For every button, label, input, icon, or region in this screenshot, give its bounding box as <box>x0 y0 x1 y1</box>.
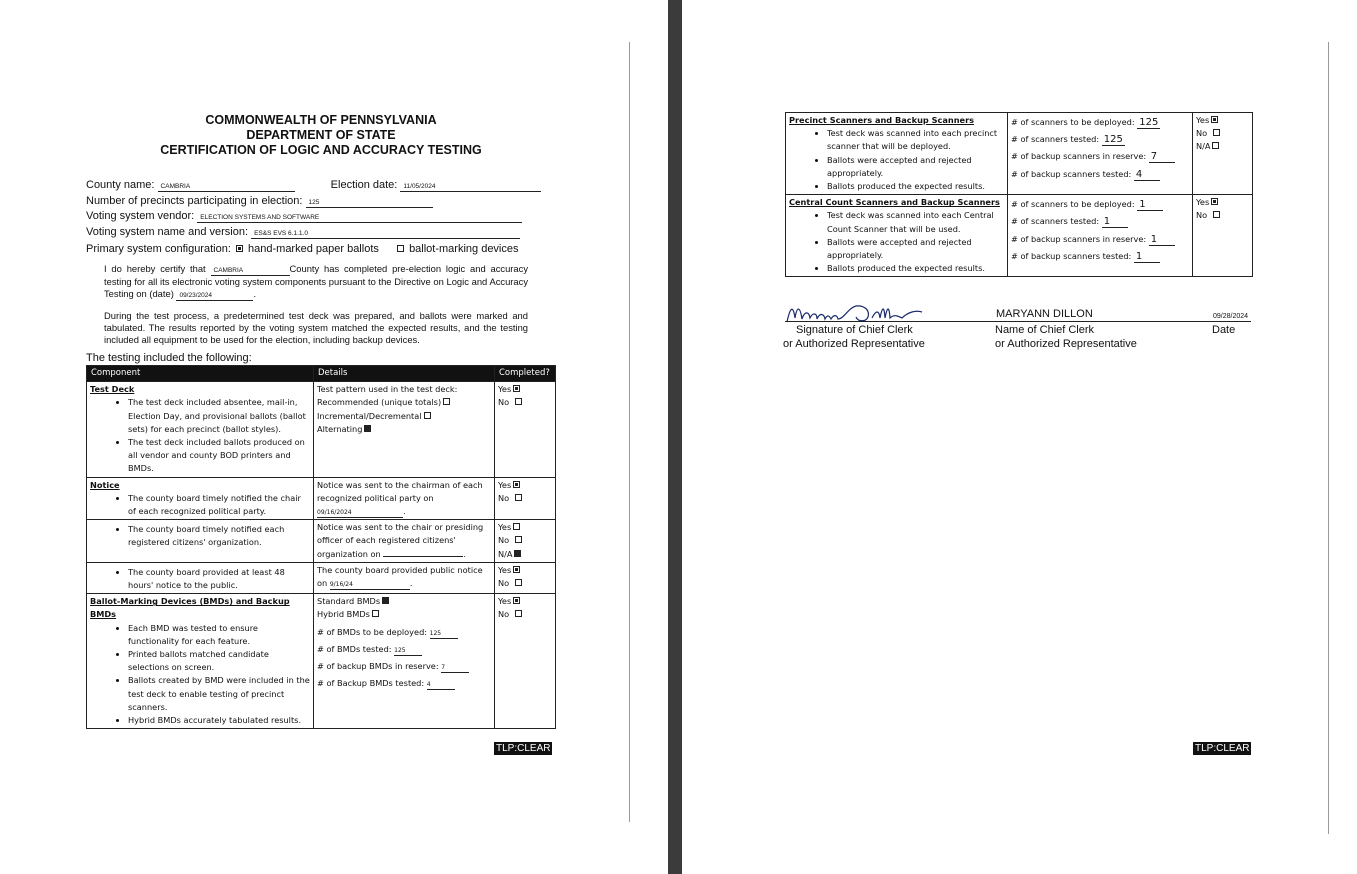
config-label: Primary system configuration: <box>86 243 231 255</box>
signature-line <box>785 321 1251 322</box>
form-title-line-2: DEPARTMENT OF STATE <box>246 128 396 142</box>
precinct-tested-value: 125 <box>1103 134 1123 146</box>
hand-marked-checkbox[interactable] <box>236 245 243 252</box>
name-label-1: Name of Chief Clerk <box>995 324 1095 336</box>
vendor-label: Voting system vendor: <box>86 210 195 222</box>
precincts-value: 125 <box>306 198 433 208</box>
page-edge-line <box>1328 42 1329 834</box>
standard-bmd-label: Standard BMDs <box>317 596 381 607</box>
central-yes-checkbox[interactable] <box>1211 198 1218 205</box>
table-row-central-scanners <box>786 195 1253 277</box>
bmd-reserve-value: 7 <box>441 664 469 673</box>
central-reserve-label: # of backup scanners in reserve: <box>1011 233 1147 244</box>
citizens-na-checkbox[interactable] <box>514 550 521 557</box>
no-label: No <box>1196 128 1208 139</box>
public-details: The county board provided public notice on <box>317 564 483 589</box>
precinct-no-checkbox[interactable] <box>1213 129 1220 136</box>
county-label: County name: <box>86 179 155 191</box>
test-pattern-label: Test pattern used in the test deck: <box>317 384 458 395</box>
list-item: • Test deck was scanned into each Central Count Scanner that will be used. <box>827 209 1004 235</box>
bmd-deployed-label: # of BMDs to be deployed: <box>317 626 428 637</box>
citizens-details: Notice was sent to the chair or presiding officer of each registered citizens' organization on <box>317 522 484 559</box>
public-yes-checkbox[interactable] <box>513 566 520 573</box>
precinct-backup-tested-value: 4 <box>1134 170 1160 181</box>
central-deployed-value: 1 <box>1137 200 1163 211</box>
central-no-checkbox[interactable] <box>1213 211 1220 218</box>
hand-marked-label: hand-marked paper ballots <box>248 243 379 255</box>
hybrid-bmd-label: Hybrid BMDs <box>317 609 370 620</box>
central-backup-tested-label: # of backup scanners tested: <box>1011 250 1132 261</box>
system-row <box>86 226 520 239</box>
list-item: • Hybrid BMDs accurately tabulated results. <box>128 714 310 727</box>
signature-label-2: or Authorized Representative <box>783 338 925 350</box>
no-label: No <box>498 609 510 620</box>
date-label: Date <box>1212 324 1236 336</box>
na-label: N/A <box>498 548 513 559</box>
no-label: No <box>498 578 510 589</box>
notice-date-value: 09/16/2024 <box>317 509 403 518</box>
alternating-checkbox[interactable] <box>364 425 371 432</box>
page-edge-line <box>629 42 630 822</box>
precincts-label: Number of precincts participating in election: <box>86 195 303 207</box>
county-row <box>86 179 541 192</box>
yes-label: Yes <box>498 564 512 575</box>
cert-text: I do hereby certify that <box>104 263 206 274</box>
central-deployed-label: # of scanners to be deployed: <box>1011 199 1135 210</box>
table-header-row <box>87 366 556 382</box>
yes-label: Yes <box>498 596 512 607</box>
bmd-backup-tested-label: # of Backup BMDs tested: <box>317 678 425 689</box>
bmd-title: Ballot-Marking Devices (BMDs) and Backup BMDs <box>90 596 290 620</box>
bmd-tested-value: 125 <box>394 647 422 656</box>
bmd-no-checkbox[interactable] <box>515 610 522 617</box>
testing-table <box>86 365 556 729</box>
table-row-test-deck <box>87 382 556 477</box>
notice-no-checkbox[interactable] <box>515 494 522 501</box>
bmd-checkbox[interactable] <box>397 245 404 252</box>
list-item: • Ballots were accepted and rejected appropriately. <box>827 236 1004 262</box>
yes-label: Yes <box>498 479 512 490</box>
citizens-date-blank <box>383 556 463 557</box>
standard-bmd-checkbox[interactable] <box>382 597 389 604</box>
test-deck-no-checkbox[interactable] <box>515 398 522 405</box>
yes-label: Yes <box>498 522 512 533</box>
testing-included-label: The testing included the following: <box>86 352 252 364</box>
list-item: • Test deck was scanned into each precinct scanner that will be deployed. <box>827 127 1004 153</box>
bmd-tested-label: # of BMDs tested: <box>317 643 392 654</box>
header-completed: Completed? <box>495 366 556 382</box>
form-title-line-1: COMMONWEALTH OF PENNSYLVANIA <box>205 113 437 127</box>
yes-label: Yes <box>1196 197 1210 208</box>
cert-text: County has completed pre-election logic and accuracy <box>289 263 529 274</box>
precinct-scanners-title: Precinct Scanners and Backup Scanners <box>789 115 975 125</box>
signature-label-1: Signature of Chief Clerk <box>796 324 913 336</box>
table-row-bmd <box>87 594 556 729</box>
no-label: No <box>1196 210 1208 221</box>
central-scanners-title: Central Count Scanners and Backup Scanners <box>789 197 1000 208</box>
config-row <box>86 243 519 255</box>
incremental-checkbox[interactable] <box>424 412 431 419</box>
form-title-line-3: CERTIFICATION OF LOGIC AND ACCURACY TESTING <box>160 143 482 157</box>
recommended-label: Recommended (unique totals) <box>317 397 442 408</box>
list-item: • Printed ballots matched candidate selections on screen. <box>128 648 310 674</box>
list-item: • Ballots produced the expected results. <box>827 180 1004 193</box>
alternating-label: Alternating <box>317 423 363 434</box>
tlp-clear-marking: TLP:CLEAR <box>1195 743 1250 754</box>
sign-date-value: 09/28/2024 <box>1213 313 1249 320</box>
table-row-public: • The county board provided at least 48 hours' notice to the public. The county board provided public notice on 9/16/24 . Yes No <box>87 562 556 593</box>
na-label: N/A <box>1196 141 1211 152</box>
list-item: • The county board timely notified the chair of each recognized political party. <box>128 492 310 518</box>
table-row-precinct-scanners <box>786 113 1253 195</box>
central-reserve-value: 1 <box>1149 235 1175 246</box>
list-item: • The county board provided at least 48 hours' notice to the public. <box>128 566 310 592</box>
public-date-value: 9/16/24 <box>330 581 410 590</box>
central-tested-label: # of scanners tested: <box>1011 216 1100 227</box>
system-label: Voting system name and version: <box>86 226 249 238</box>
no-label: No <box>498 492 510 503</box>
list-item: • Ballots produced the expected results. <box>827 262 1004 275</box>
cert-county-value: CAMBRIA <box>211 266 290 276</box>
document-page-1 <box>0 0 668 874</box>
recommended-checkbox[interactable] <box>443 398 450 405</box>
bmd-deployed-value: 125 <box>430 630 458 639</box>
tlp-clear-marking: TLP:CLEAR <box>496 743 551 754</box>
election-date-value: 11/05/2024 <box>400 182 541 192</box>
precinct-reserve-value: 7 <box>1149 152 1175 163</box>
page-gutter <box>668 0 682 874</box>
election-date-label: Election date: <box>330 179 398 191</box>
vendor-row <box>86 210 522 223</box>
bmd-reserve-label: # of backup BMDs in reserve: <box>317 661 439 672</box>
list-item: • The test deck included ballots produced on all vendor and county BOD printers and BMDs. <box>128 436 310 476</box>
no-label: No <box>498 397 510 408</box>
notice-details: Notice was sent to the chairman of each recognized political party on <box>317 479 483 503</box>
list-item: • Ballots created by BMD were included in the test deck to enable testing of precinct scanners. <box>128 674 310 714</box>
scanners-table <box>785 112 1253 277</box>
citizens-no-checkbox[interactable] <box>515 536 522 543</box>
system-value: ES&S EVS 6.1.1.0 <box>251 229 520 239</box>
notice-yes-checkbox[interactable] <box>513 481 520 488</box>
citizens-yes-checkbox[interactable] <box>513 523 520 530</box>
precinct-deployed-label: # of scanners to be deployed: <box>1011 117 1135 127</box>
cert-text: Accuracy Testing on (date) <box>104 276 529 299</box>
precinct-reserve-label: # of backup scanners in reserve: <box>1011 151 1147 162</box>
precinct-backup-tested-label: # of backup scanners tested: <box>1011 168 1132 179</box>
header-component: Component <box>87 366 314 382</box>
vendor-value: ELECTION SYSTEMS AND SOFTWARE <box>197 213 522 223</box>
certification-paragraph: I do hereby certify that CAMBRIA County has completed pre-election logic and accuracy testing for all its electronic voting system components pursuant to the Directive on Logic and Accuracy Testing on (date) 09/23/2024 . <box>104 263 529 299</box>
name-label-2: or Authorized Representative <box>995 338 1137 350</box>
cert-text: testing for all its electronic voting system components pursuant to the Directive on Logic and <box>104 276 488 287</box>
precincts-row <box>86 195 433 208</box>
incremental-label: Incremental/Decremental <box>317 410 422 421</box>
precinct-deployed-value: 125 <box>1139 117 1159 128</box>
test-deck-title: Test Deck <box>90 384 135 395</box>
public-no-checkbox[interactable] <box>515 579 522 586</box>
yes-label: Yes <box>1196 115 1210 125</box>
bmd-backup-tested-value: 4 <box>427 681 455 690</box>
yes-label: Yes <box>498 384 512 395</box>
header-details: Details <box>314 366 495 382</box>
county-value: CAMBRIA <box>158 182 295 192</box>
central-backup-tested-value: 1 <box>1134 252 1160 263</box>
clerk-name-value: MARYANN DILLON <box>996 308 1093 320</box>
cert-date-value: 09/23/2024 <box>176 291 253 301</box>
hybrid-bmd-checkbox[interactable] <box>372 610 379 617</box>
process-paragraph: During the test process, a predetermined test deck was prepared, and ballots were marked and tabulated. The results reported by the voting system matched the expected results, and the testing included all equipment to be used for the election, including backup devices. <box>104 310 528 345</box>
precinct-tested-label: # of scanners tested: <box>1011 134 1100 145</box>
central-tested-value: 1 <box>1102 217 1128 228</box>
list-item: • Each BMD was tested to ensure functionality for each feature. <box>128 622 310 648</box>
precinct-na-checkbox[interactable] <box>1212 142 1219 149</box>
table-row-notice: Notice • The county board timely notified the chair of each recognized political party. Notice was sent to the chairman of each recognized political party on 09/16/2024 . Yes No <box>87 477 556 520</box>
no-label: No <box>498 535 510 546</box>
test-deck-yes-checkbox[interactable] <box>513 385 520 392</box>
table-row-citizens: • The county board timely notified each registered citizens' organization. Notice was sent to the chair or presiding officer of each registered citizens' organization on . Yes No N/A <box>87 520 556 563</box>
bmd-yes-checkbox[interactable] <box>513 597 520 604</box>
bmd-label: ballot-marking devices <box>409 243 519 255</box>
notice-title: Notice <box>90 479 120 490</box>
list-item: • The county board timely notified each registered citizens' organization. <box>128 523 310 549</box>
list-item: • Ballots were accepted and rejected appropriately. <box>827 154 1004 180</box>
precinct-yes-checkbox[interactable] <box>1211 116 1218 123</box>
list-item: • The test deck included absentee, mail-in, Election Day, and provisional ballots (ballot sets) for each precinct (ballot styles). <box>128 396 310 436</box>
